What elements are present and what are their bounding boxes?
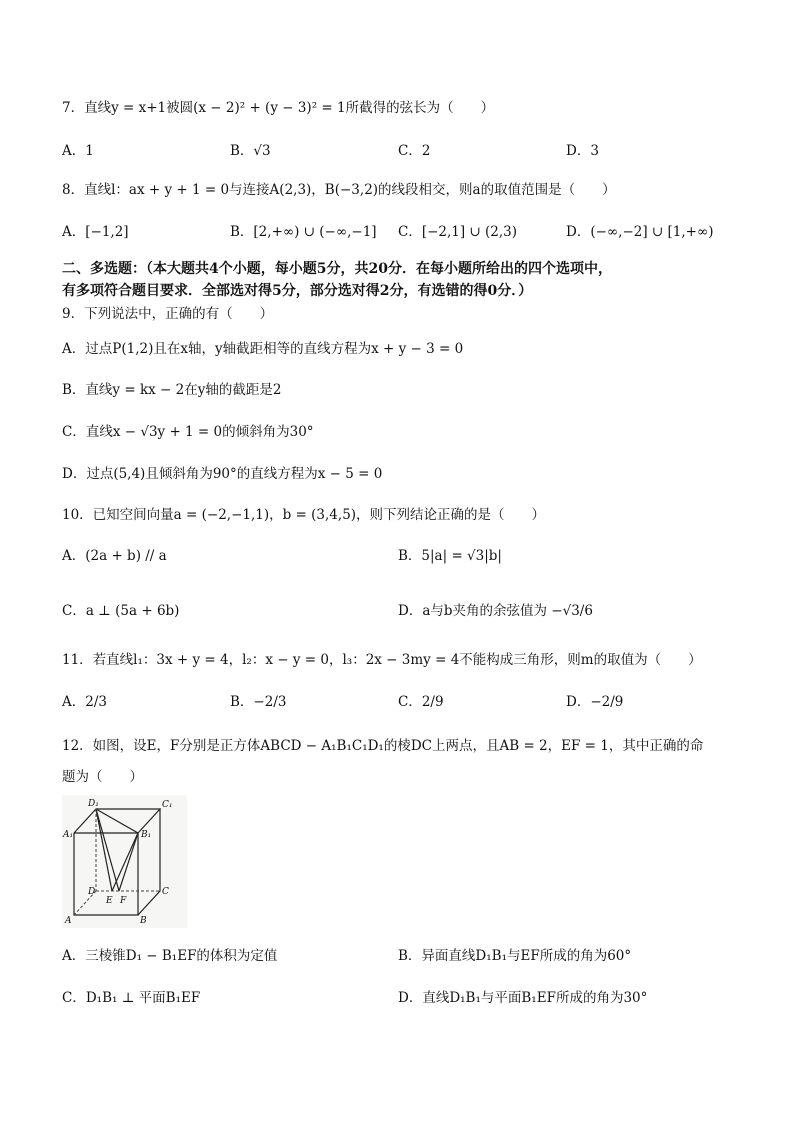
- label-d: D: [88, 887, 96, 897]
- q12-stem-line1: 12．如图，设E，F分别是正方体ABCD − A₁B₁C₁D₁的棱DC上两点，且AB = 2，EF = 1，其中正确的命: [62, 738, 704, 754]
- q12-option-d: D．直线D₁B₁与平面B₁EF所成的角为30°: [398, 990, 648, 1006]
- q8-option-d: D．(−∞,−2] ∪ [1,+∞): [566, 224, 714, 240]
- section-heading-line1: 二、多选题：（本大题共4个小题，每小题5分，共20分．在每小题所给出的四个选项中，: [62, 261, 612, 277]
- q10-option-b: B．5|a| = √3|b|: [398, 548, 502, 564]
- q9-option-a: A．过点P(1,2)且在x轴，y轴截距相等的直线方程为x + y − 3 = 0: [62, 341, 464, 357]
- label-d1: D₁: [88, 799, 99, 809]
- q10-stem: 10．已知空间向量a = (−2,−1,1)，b = (3,4,5)，则下列结论正确的是（ ）: [62, 507, 546, 523]
- q7-option-b: B．√3: [230, 143, 271, 159]
- q12-option-b: B．异面直线D₁B₁与EF所成的角为60°: [398, 948, 632, 964]
- label-b: B: [140, 916, 147, 926]
- q7-stem: 7．直线y = x+1被圆(x − 2)² + (y − 3)² = 1所截得的弦长为（ ）: [62, 100, 495, 116]
- q12-stem-line2: 题为（ ）: [62, 769, 143, 785]
- q12-option-c: C．D₁B₁ ⊥ 平面B₁EF: [62, 990, 201, 1006]
- q7-option-a: A．1: [62, 143, 94, 159]
- q10-option-d: D．a与b夹角的余弦值为 −√3/6: [398, 603, 593, 619]
- q9-stem: 9．下列说法中，正确的有（ ）: [62, 306, 274, 322]
- q11-stem: 11．若直线l₁：3x + y = 4，l₂：x − y = 0，l₃：2x − 3my = 4不能构成三角形，则m的取值为（ ）: [62, 652, 702, 668]
- label-a: A: [65, 916, 72, 926]
- label-c1: C₁: [162, 800, 173, 810]
- q11-option-d: D．−2/9: [566, 694, 624, 710]
- q11-option-a: A．2/3: [62, 694, 107, 710]
- q11-option-b: B．−2/3: [230, 694, 287, 710]
- q8-option-c: C．[−2,1] ∪ (2,3): [398, 224, 518, 240]
- label-c: C: [162, 887, 169, 897]
- q12-option-a: A．三棱锥D₁ − B₁EF的体积为定值: [62, 948, 278, 964]
- label-b1: B₁: [141, 830, 152, 840]
- label-f: F: [120, 896, 127, 906]
- cube-figure: [62, 795, 187, 928]
- label-a1: A₁: [63, 830, 74, 840]
- label-e: E: [106, 896, 113, 906]
- q8-option-b: B．[2,+∞) ∪ (−∞,−1]: [230, 224, 377, 240]
- q9-option-c: C．直线x − √3y + 1 = 0的倾斜角为30°: [62, 424, 314, 440]
- q8-option-a: A．[−1,2]: [62, 224, 129, 240]
- q11-option-c: C．2/9: [398, 694, 444, 710]
- q7-option-c: C．2: [398, 143, 431, 159]
- section-heading-line2: 有多项符合题目要求．全部选对得5分，部分选对得2分，有选错的得0分．）: [62, 283, 533, 299]
- q9-option-d: D．过点(5,4)且倾斜角为90°的直线方程为x − 5 = 0: [62, 466, 383, 482]
- q10-option-c: C．a ⊥ (5a + 6b): [62, 603, 180, 619]
- q10-option-a: A．(2a + b) // a: [62, 548, 167, 564]
- q7-option-d: D．3: [566, 143, 599, 159]
- q9-option-b: B．直线y = kx − 2在y轴的截距是2: [62, 382, 282, 398]
- q8-stem: 8．直线l：ax + y + 1 = 0与连接A(2,3)，B(−3,2)的线段相交，则a的取值范围是（ ）: [62, 182, 616, 198]
